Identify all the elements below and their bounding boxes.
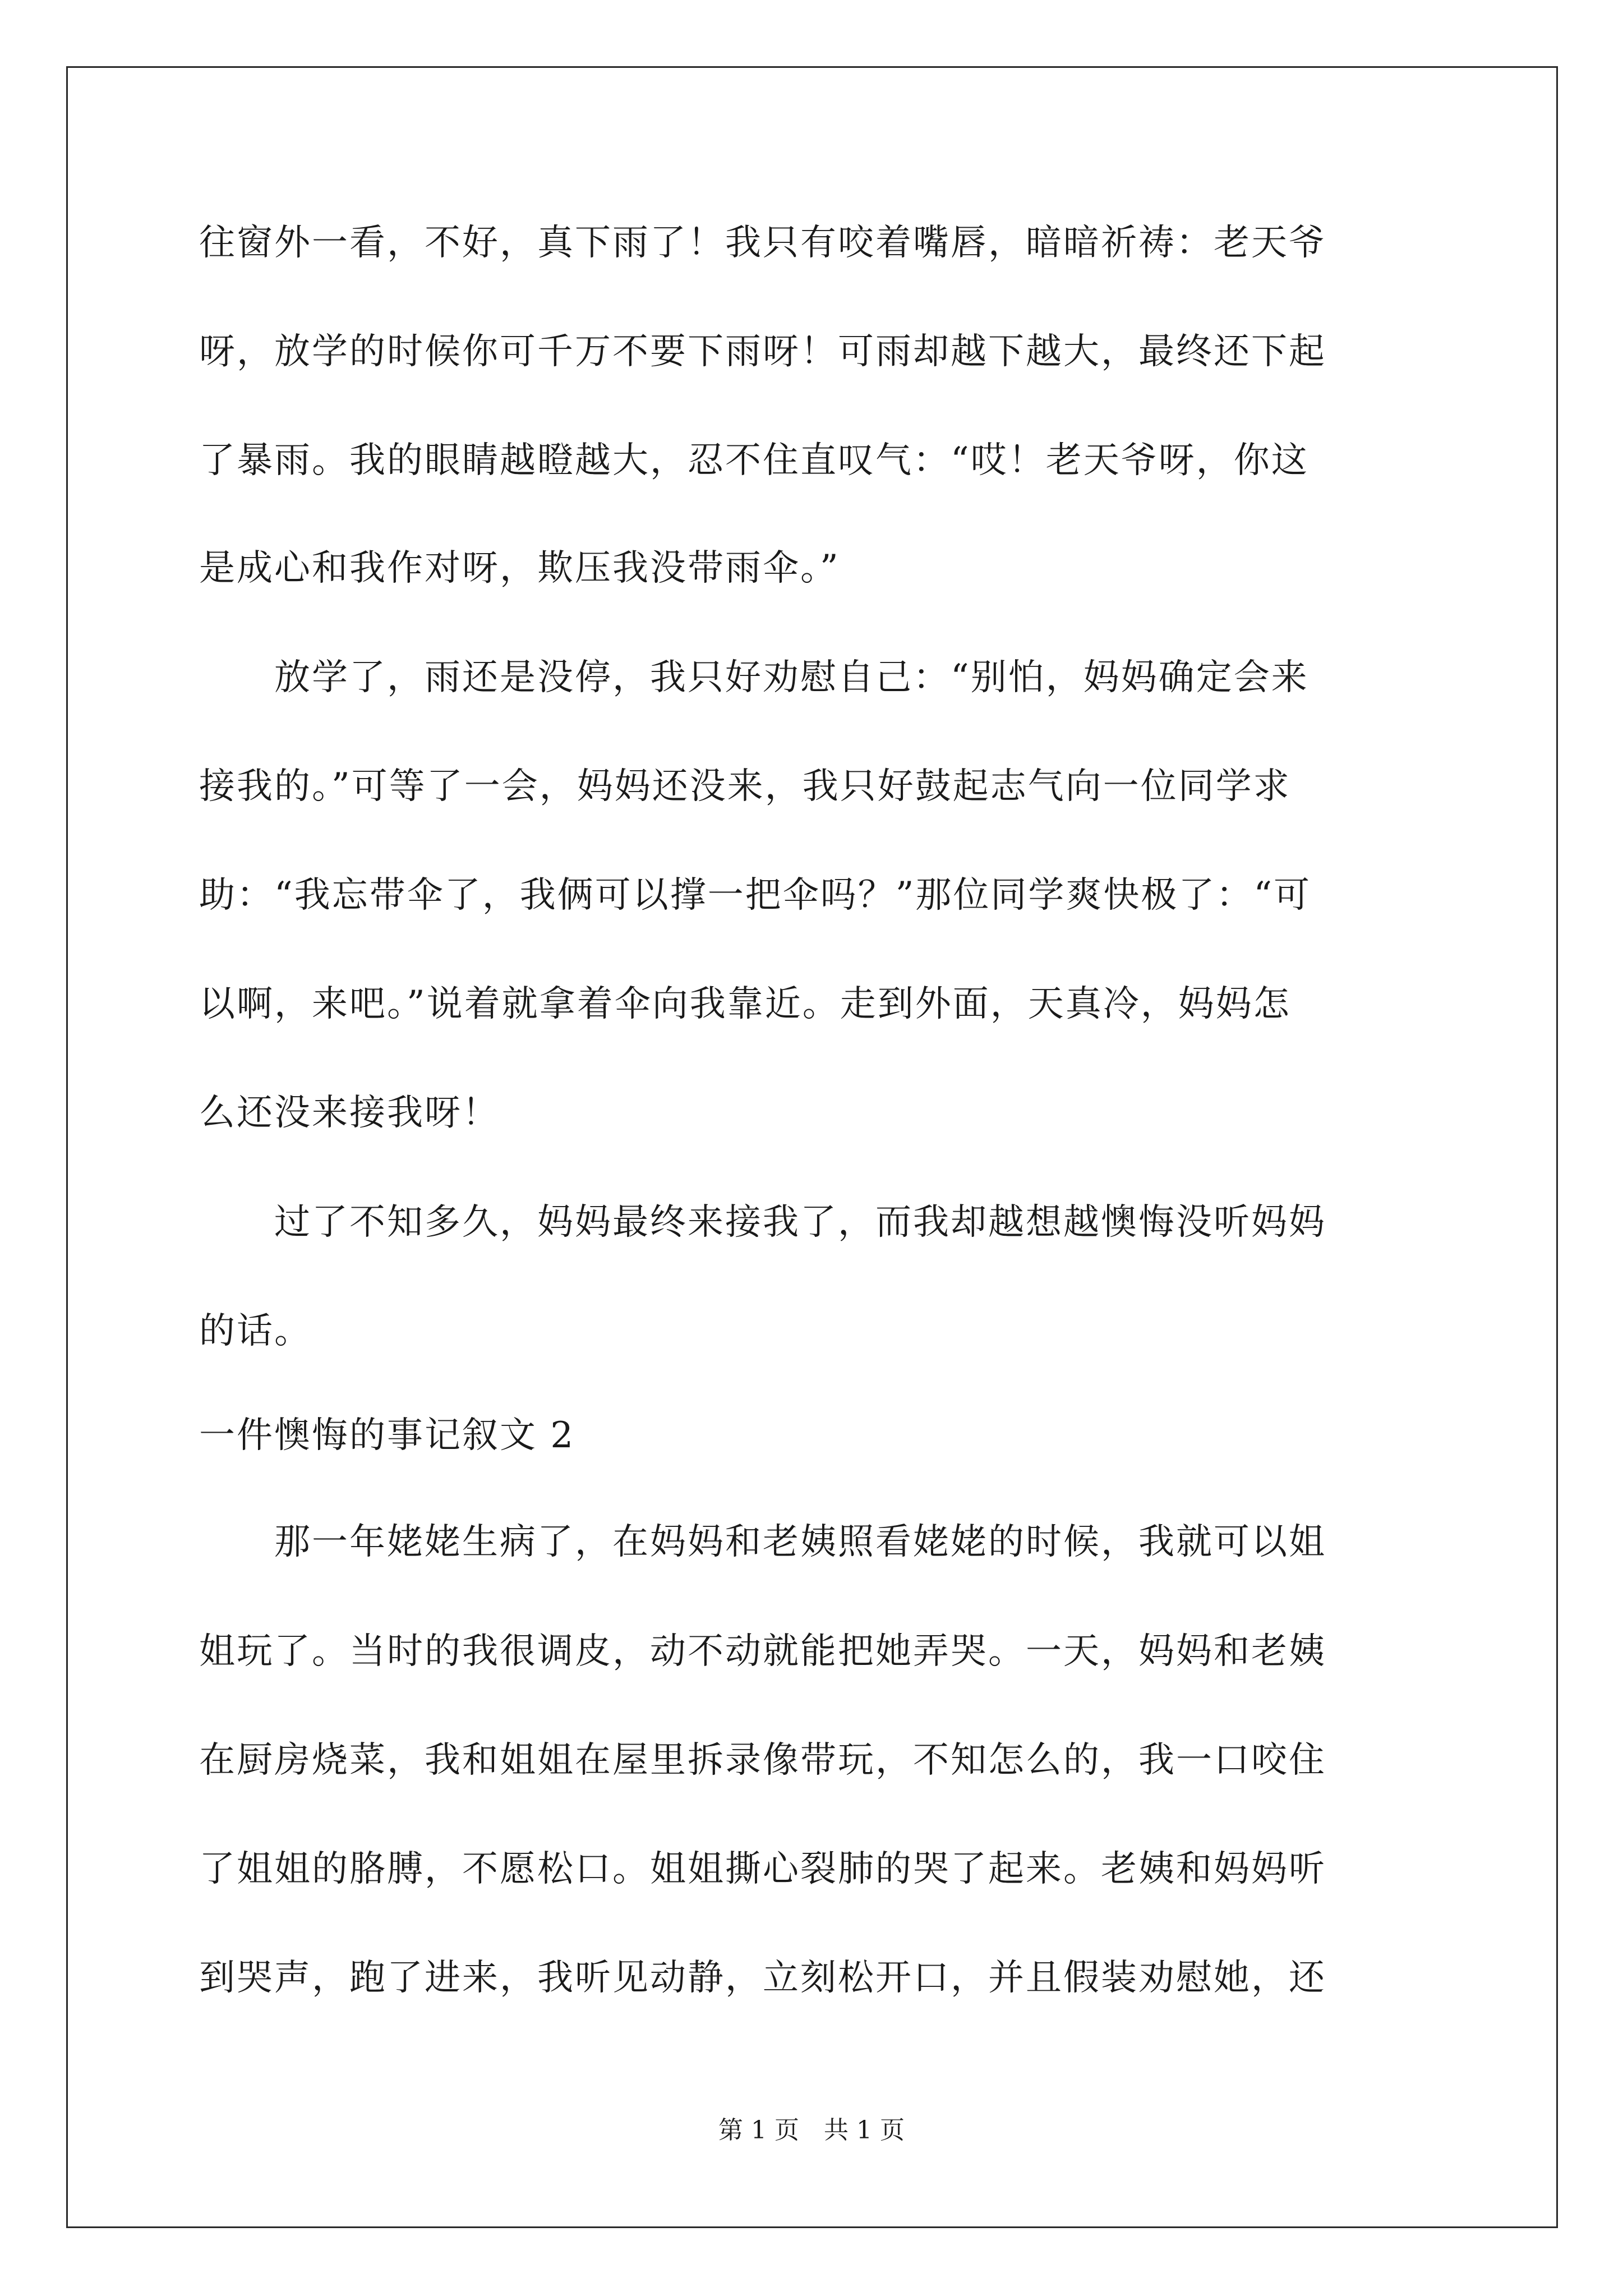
text-line: 往窗外一看，不好，真下雨了！我只有咬着嘴唇，暗暗祈祷：老天爷 [199, 222, 1326, 264]
text-line: 呀，放学的时候你可千万不要下雨呀！可雨却越下越大，最终还下起 [199, 331, 1326, 372]
section-heading: 一件懊悔的事记叙文 2 [199, 1415, 575, 1456]
text-line: 那一年姥姥生病了，在妈妈和老姨照看姥姥的时候，我就可以姐 [199, 1521, 1326, 1563]
text-line: 么还没来接我呀！ [199, 1092, 500, 1134]
text-line: 了暴雨。我的眼睛越瞪越大，忍不住直叹气：“哎！老天爷呀，你这 [199, 440, 1309, 481]
text-line: 在厨房烧菜，我和姐姐在屋里拆录像带玩，不知怎么的，我一口咬住 [199, 1740, 1326, 1781]
text-line: 接我的。”可等了一会，妈妈还没来，我只好鼓起志气向一位同学求 [199, 766, 1291, 807]
text-line: 以啊，来吧。”说着就拿着伞向我靠近。走到外面，天真冷，妈妈怎 [199, 983, 1291, 1025]
page-border [66, 66, 1558, 2228]
text-line: 是成心和我作对呀，欺压我没带雨伞。” [199, 547, 840, 589]
text-line: 助：“我忘带伞了，我俩可以撑一把伞吗？”那位同学爽快极了：“可 [199, 875, 1312, 916]
text-line: 了姐姐的胳膊，不愿松口。姐姐撕心裂肺的哭了起来。老姨和妈妈听 [199, 1848, 1326, 1890]
text-line: 过了不知多久，妈妈最终来接我了，而我却越想越懊悔没听妈妈 [199, 1202, 1326, 1243]
page-number-footer: 第 1 页 共 1 页 [718, 2116, 905, 2145]
text-line: 的话。 [199, 1310, 312, 1352]
text-line: 到哭声，跑了进来，我听见动静，立刻松开口，并且假装劝慰她，还 [199, 1957, 1326, 1999]
text-line: 放学了，雨还是没停，我只好劝慰自己：“别怕，妈妈确定会来 [199, 657, 1309, 698]
text-line: 姐玩了。当时的我很调皮，动不动就能把她弄哭。一天，妈妈和老姨 [199, 1631, 1326, 1672]
